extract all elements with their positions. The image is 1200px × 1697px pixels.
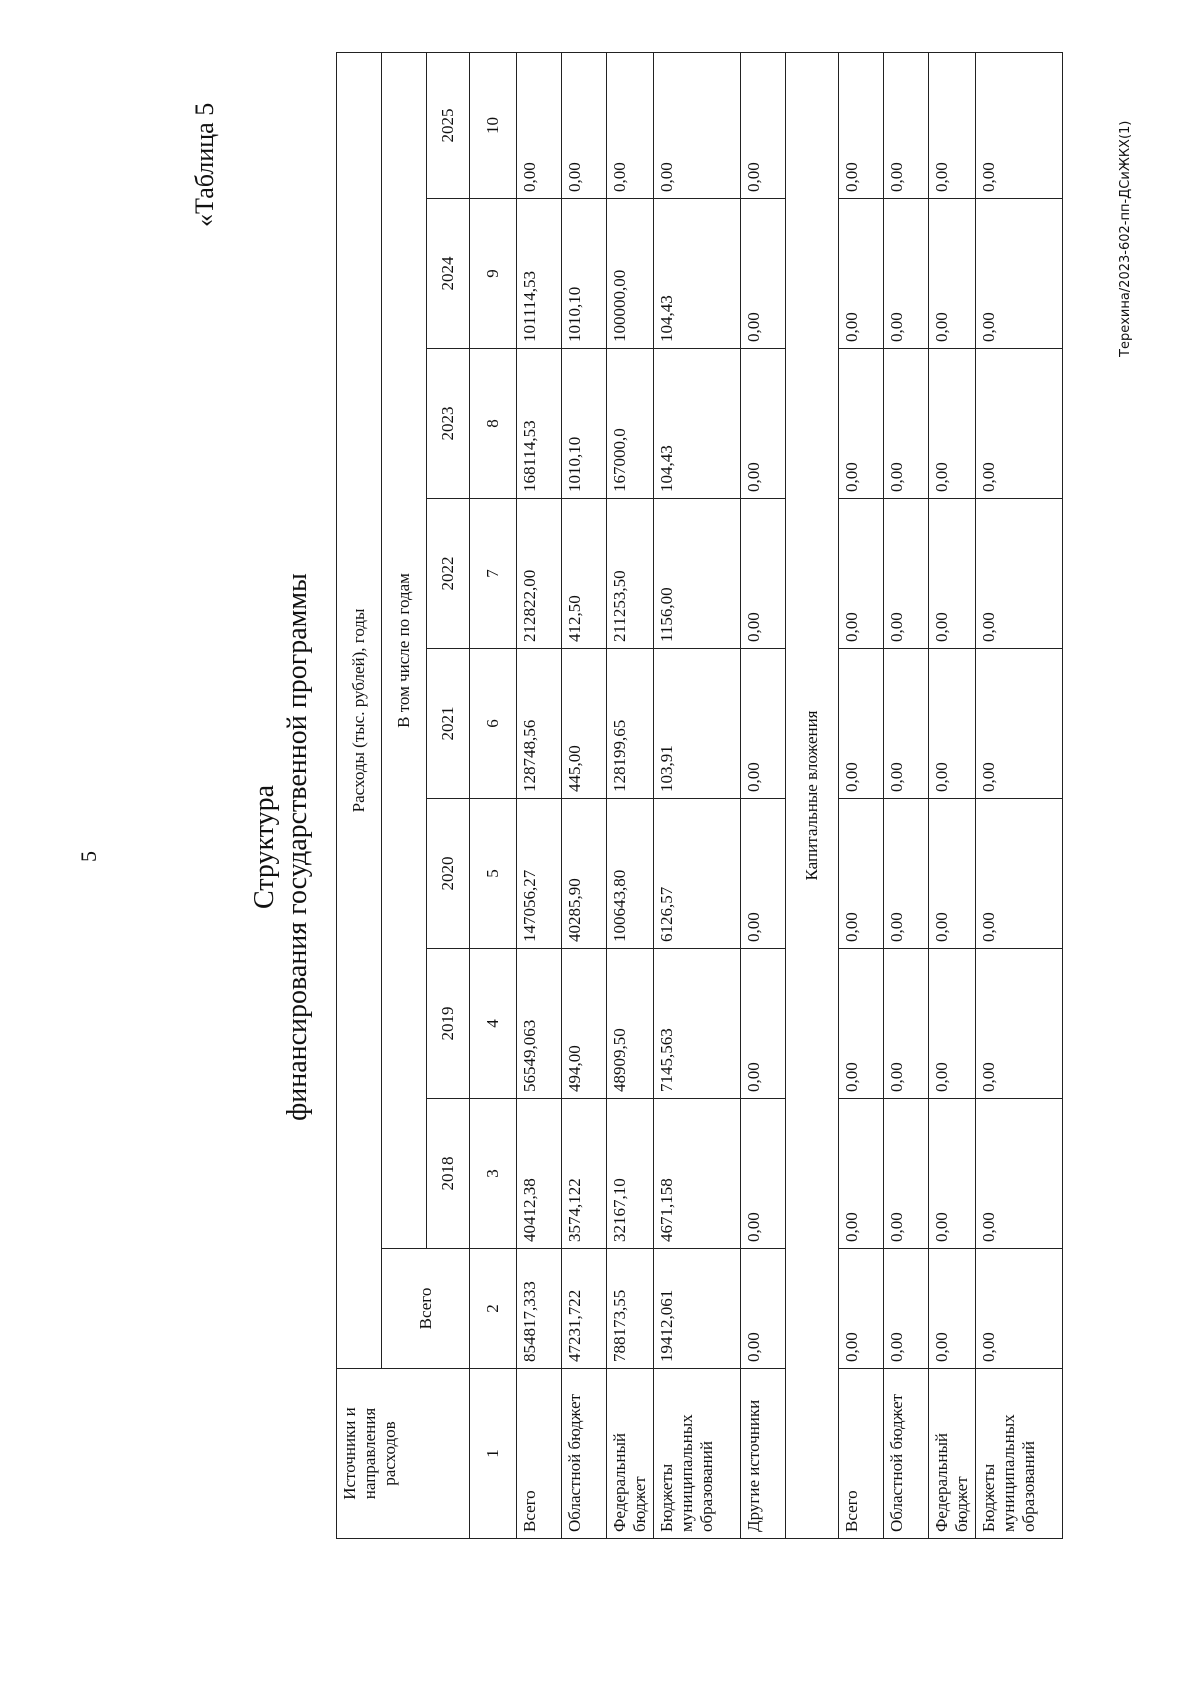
row-value: 0,00: [929, 499, 976, 649]
header-year: 2024: [427, 199, 470, 349]
title-line-1: Структура: [249, 784, 280, 910]
capital-rows: [839, 52, 1063, 1538]
row-value: 211253,50: [607, 499, 654, 649]
row-value: 412,50: [562, 499, 607, 649]
row-value: 0,00: [929, 52, 976, 198]
table-row: [839, 52, 884, 1538]
column-number: 8: [470, 349, 517, 499]
row-value: 1156,00: [654, 499, 741, 649]
row-value: 128748,56: [517, 649, 562, 799]
title-line-2: финансирования государственной программы: [282, 573, 313, 1121]
table-body: [337, 52, 517, 1538]
row-value: 0,00: [884, 52, 929, 198]
document-title: [248, 297, 314, 1397]
row-value: 0,00: [976, 799, 1063, 949]
header-row-2: [382, 52, 427, 1538]
row-value: 0,00: [929, 1249, 976, 1369]
column-numbers-row: [470, 52, 517, 1538]
row-value: 0,00: [741, 1249, 786, 1369]
row-value: 47231,722: [562, 1249, 607, 1369]
row-value: 100000,00: [607, 199, 654, 349]
row-value: 0,00: [976, 1099, 1063, 1249]
row-value: 0,00: [884, 1099, 929, 1249]
row-value: 0,00: [884, 349, 929, 499]
row-value: 0,00: [741, 52, 786, 198]
row-value: 0,00: [884, 799, 929, 949]
row-value: 6126,57: [654, 799, 741, 949]
row-value: 0,00: [741, 949, 786, 1099]
row-value: 104,43: [654, 199, 741, 349]
row-label: Областной бюджет: [884, 1369, 929, 1539]
row-value: 0,00: [976, 52, 1063, 198]
row-value: 0,00: [976, 1249, 1063, 1369]
row-label: Всего: [517, 1369, 562, 1539]
table-row: [654, 52, 741, 1538]
row-value: 0,00: [976, 499, 1063, 649]
row-value: 0,00: [884, 649, 929, 799]
row-value: 104,43: [654, 349, 741, 499]
row-value: 0,00: [929, 799, 976, 949]
main-rows: [517, 52, 786, 1538]
header-year: 2022: [427, 499, 470, 649]
header-year: 2021: [427, 649, 470, 799]
row-value: 0,00: [839, 799, 884, 949]
row-value: 4671,158: [654, 1099, 741, 1249]
row-value: 0,00: [741, 349, 786, 499]
row-value: 0,00: [976, 949, 1063, 1099]
row-value: 0,00: [976, 349, 1063, 499]
row-value: 788173,55: [607, 1249, 654, 1369]
row-value: 0,00: [929, 949, 976, 1099]
header-year: 2018: [427, 1099, 470, 1249]
table-label: «Таблица 5: [190, 102, 219, 227]
row-value: 0,00: [839, 1249, 884, 1369]
row-value: 0,00: [929, 199, 976, 349]
table-row: [607, 52, 654, 1538]
row-value: 48909,50: [607, 949, 654, 1099]
row-value: 101114,53: [517, 199, 562, 349]
header-year: 2025: [427, 52, 470, 198]
row-label: Федеральный бюджет: [929, 1369, 976, 1539]
table-row: [517, 52, 562, 1538]
financing-table: [336, 52, 1063, 1539]
header-total: Всего: [382, 1249, 470, 1369]
row-value: 0,00: [839, 949, 884, 1099]
column-number: 4: [470, 949, 517, 1099]
header-by-years: В том числе по годам: [382, 52, 427, 1248]
row-label: Федеральный бюджет: [607, 1369, 654, 1539]
row-value: 0,00: [839, 199, 884, 349]
row-value: 168114,53: [517, 349, 562, 499]
table-row: [741, 52, 786, 1538]
row-value: 19412,061: [654, 1249, 741, 1369]
capital-section: [786, 52, 839, 1538]
row-value: 40412,38: [517, 1099, 562, 1249]
row-value: 128199,65: [607, 649, 654, 799]
table-row: [976, 52, 1063, 1538]
column-number: 7: [470, 499, 517, 649]
row-label: Всего: [839, 1369, 884, 1539]
table-row: [884, 52, 929, 1538]
row-value: 0,00: [976, 649, 1063, 799]
table-row: [562, 52, 607, 1538]
header-sources: Источники и направления расходов: [337, 1369, 470, 1539]
header-expenses: Расходы (тыс. рублей), годы: [337, 52, 382, 1368]
row-value: 854817,333: [517, 1249, 562, 1369]
column-number: 3: [470, 1099, 517, 1249]
row-value: 32167,10: [607, 1099, 654, 1249]
column-number: 9: [470, 199, 517, 349]
header-year: 2019: [427, 949, 470, 1099]
row-value: 0,00: [839, 52, 884, 198]
row-value: 0,00: [884, 499, 929, 649]
header-year: 2020: [427, 799, 470, 949]
column-number: 10: [470, 52, 517, 198]
row-value: 0,00: [929, 349, 976, 499]
row-value: 0,00: [929, 649, 976, 799]
header-row-1: [337, 52, 382, 1538]
footer-file-reference: Терехина/2023-602-пп-ДСиЖКХ(1): [1118, 120, 1133, 357]
row-value: 100643,80: [607, 799, 654, 949]
section-capital-investments: Капитальные вложения: [786, 52, 839, 1538]
row-label: Бюджеты муниципальных образований: [654, 1369, 741, 1539]
row-value: 0,00: [884, 949, 929, 1099]
row-value: 0,00: [562, 52, 607, 198]
section-row: [786, 52, 839, 1538]
row-value: 7145,563: [654, 949, 741, 1099]
page-number: 5: [76, 851, 101, 862]
row-value: 1010,10: [562, 349, 607, 499]
row-value: 0,00: [884, 199, 929, 349]
row-value: 0,00: [741, 499, 786, 649]
row-value: 0,00: [976, 199, 1063, 349]
row-value: 0,00: [741, 799, 786, 949]
row-label: Бюджеты муниципальных образований: [976, 1369, 1063, 1539]
row-value: 0,00: [741, 199, 786, 349]
row-value: 0,00: [884, 1249, 929, 1369]
row-value: 0,00: [839, 499, 884, 649]
row-value: 0,00: [929, 1099, 976, 1249]
row-value: 0,00: [517, 52, 562, 198]
column-number: 1: [470, 1369, 517, 1539]
row-value: 1010,10: [562, 199, 607, 349]
row-label: Другие источники: [741, 1369, 786, 1539]
row-value: 147056,27: [517, 799, 562, 949]
row-value: 0,00: [741, 649, 786, 799]
row-value: 0,00: [741, 1099, 786, 1249]
column-number: 2: [470, 1249, 517, 1369]
row-label: Областной бюджет: [562, 1369, 607, 1539]
row-value: 103,91: [654, 649, 741, 799]
row-value: 40285,90: [562, 799, 607, 949]
row-value: 212822,00: [517, 499, 562, 649]
row-value: 0,00: [839, 1099, 884, 1249]
row-value: 167000,0: [607, 349, 654, 499]
row-value: 494,00: [562, 949, 607, 1099]
row-value: 0,00: [839, 349, 884, 499]
table-row: [929, 52, 976, 1538]
column-number: 5: [470, 799, 517, 949]
row-value: 0,00: [607, 52, 654, 198]
header-year: 2023: [427, 349, 470, 499]
row-value: 445,00: [562, 649, 607, 799]
row-value: 0,00: [654, 52, 741, 198]
column-number: 6: [470, 649, 517, 799]
row-value: 3574,122: [562, 1099, 607, 1249]
row-value: 0,00: [839, 649, 884, 799]
row-value: 56549,063: [517, 949, 562, 1099]
